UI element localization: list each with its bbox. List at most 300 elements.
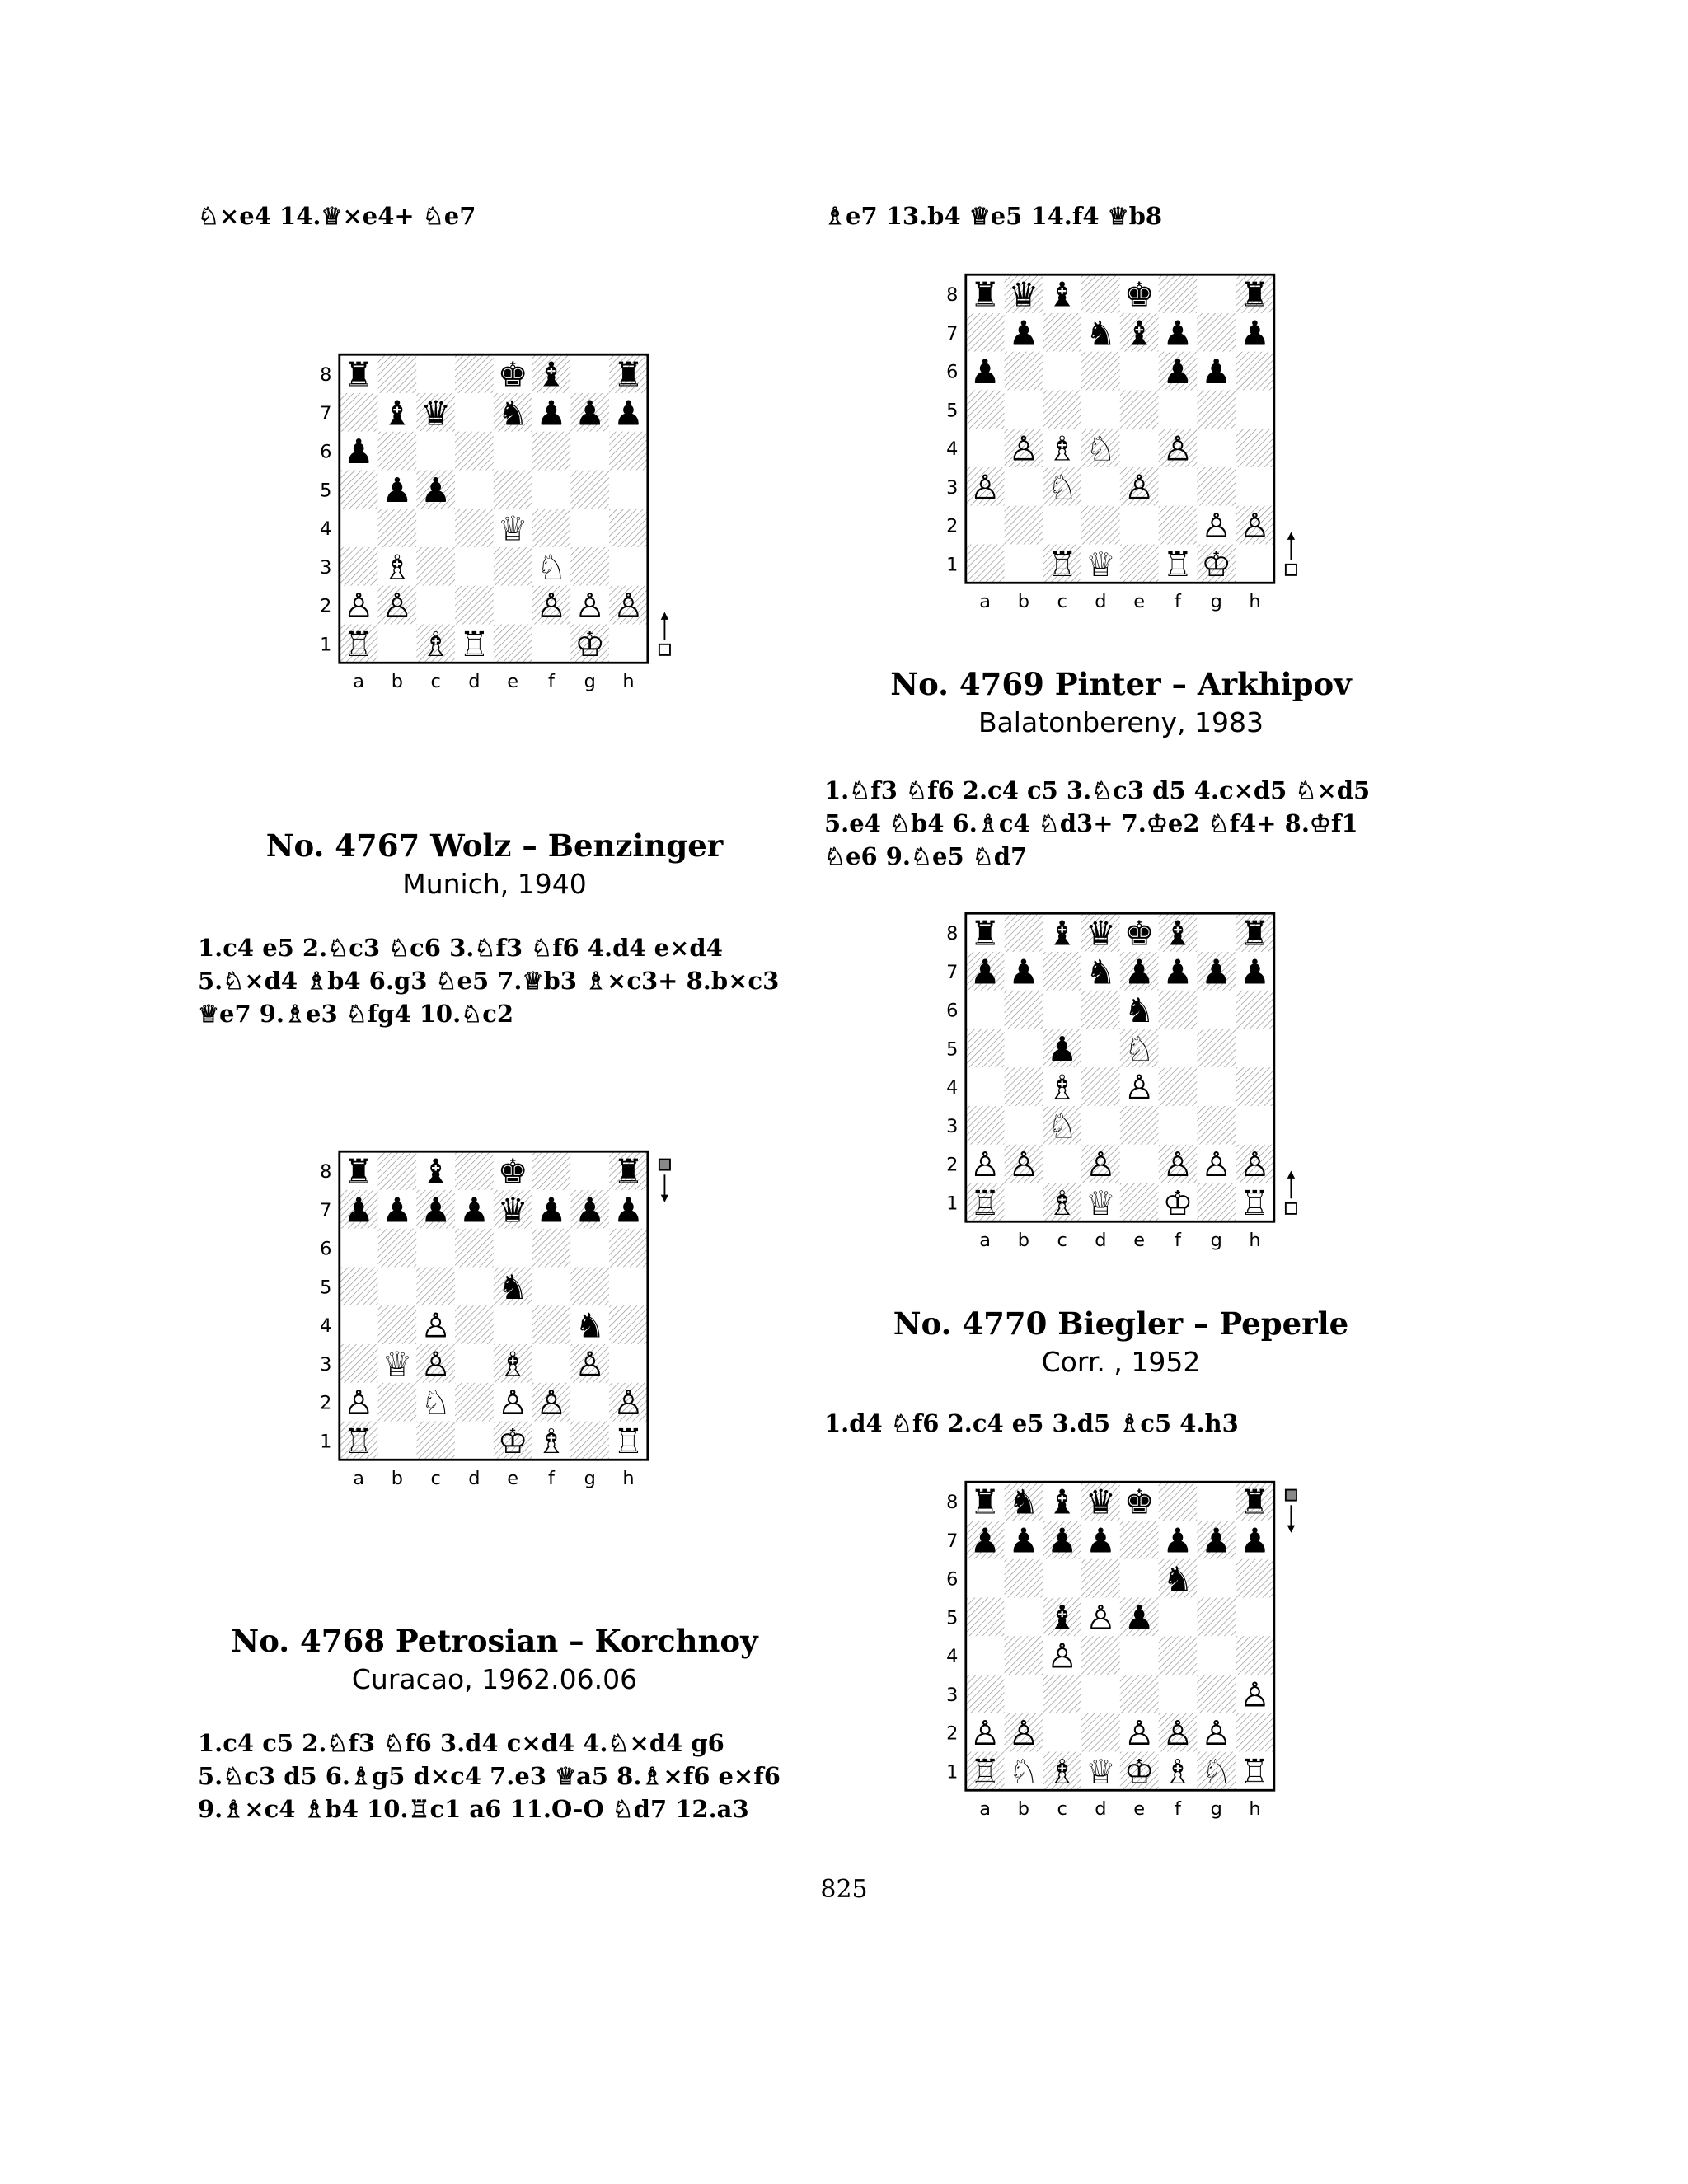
white-piece: ♙: [1008, 429, 1039, 469]
white-piece: ♙: [1162, 1713, 1193, 1754]
black-piece: ♝: [1047, 1597, 1078, 1638]
board-square: [416, 354, 455, 393]
white-piece: ♙: [969, 467, 1001, 508]
file-label: g: [584, 1468, 596, 1490]
board-square: [1043, 390, 1081, 429]
black-piece: ♞: [1085, 952, 1116, 992]
file-label: f: [1174, 591, 1181, 613]
rank-label: 7: [946, 961, 959, 983]
file-label: h: [1249, 591, 1261, 613]
white-piece: ♙: [1047, 1636, 1078, 1676]
game-place: Curacao, 1962.06.06: [351, 1663, 638, 1695]
white-piece: ♔: [1123, 1751, 1155, 1792]
black-piece: ♝: [1123, 313, 1155, 354]
black-piece: ♚: [497, 1151, 528, 1192]
black-piece: ♚: [497, 354, 528, 395]
file-label: f: [547, 1468, 555, 1490]
board-square: [532, 625, 571, 663]
board-square: [1043, 1559, 1081, 1598]
white-piece: ♙: [343, 586, 374, 626]
rank-label: 5: [946, 400, 959, 422]
game-moves-4767: 1.c4 e5 2.♘c3 ♘c6 3.♘f3 ♘f6 4.d4 e×d4 5.♘×d4 ♗b4 6.g3 ♘e5 7.♕b3 ♗×c3+ 8.b×c3 ♕e7 9.♗e3 ♘fg4 10.♘c2: [198, 934, 780, 1028]
board-square: [340, 1305, 378, 1344]
board-square: [1236, 467, 1274, 506]
white-piece: ♙: [1123, 1067, 1155, 1108]
board-square: [1197, 1029, 1236, 1067]
board-square: [1005, 1183, 1043, 1222]
board-square: [966, 1597, 1005, 1636]
white-piece: ♘: [1047, 1106, 1078, 1146]
rank-label: 3: [946, 1115, 959, 1137]
board-square: [532, 1229, 571, 1268]
board-square: [570, 547, 609, 586]
board-square: [1197, 913, 1236, 952]
file-label: h: [1249, 1798, 1261, 1821]
board-square: [1120, 390, 1159, 429]
rank-label: 2: [946, 1722, 959, 1745]
file-label: b: [391, 671, 404, 693]
white-piece: ♘: [1123, 1029, 1155, 1069]
black-piece: ♜: [613, 354, 644, 395]
board-square: [966, 429, 1005, 467]
board-square: [1197, 1482, 1236, 1521]
board-square: [455, 1151, 494, 1190]
black-piece: ♝: [1162, 913, 1193, 954]
white-piece: ♔: [497, 1421, 528, 1461]
rank-label: 8: [946, 1492, 959, 1514]
rank-label: 6: [320, 441, 332, 463]
rank-label: 1: [320, 1431, 332, 1453]
black-piece: ♞: [1162, 1559, 1193, 1600]
file-label: e: [507, 671, 519, 693]
board-square: [1005, 1636, 1043, 1675]
black-piece: ♛: [1008, 274, 1039, 315]
board-square: [340, 547, 378, 586]
rank-label: 7: [946, 322, 959, 344]
file-label: c: [1057, 591, 1067, 613]
rank-label: 2: [946, 1154, 959, 1176]
board-square: [1159, 506, 1198, 545]
board-square: [1005, 506, 1043, 545]
board-square: [494, 470, 532, 509]
board-square: [1005, 1675, 1043, 1713]
black-piece: ♜: [969, 1482, 1001, 1522]
file-label: g: [1210, 1230, 1222, 1252]
board-square: [609, 432, 648, 471]
board-square: [966, 991, 1005, 1029]
moves-top-right: ♗e7 13.b4 ♕e5 14.f4 ♕b8: [824, 202, 1163, 230]
board-square: [1197, 1675, 1236, 1713]
file-label: g: [1210, 591, 1222, 613]
board-square: [966, 545, 1005, 583]
black-piece: ♟: [1240, 313, 1270, 354]
white-piece: ♗: [1047, 1067, 1078, 1108]
rank-label: 3: [946, 1684, 959, 1706]
board-square: [1159, 1067, 1198, 1106]
black-piece: ♟: [1008, 1521, 1039, 1561]
game-title: No. 4770 Biegler – Peperle: [893, 1305, 1349, 1342]
black-piece: ♜: [343, 1151, 374, 1192]
board-square: [378, 432, 417, 471]
game-title: No. 4767 Wolz – Benzinger: [265, 827, 724, 864]
board-square: [1197, 274, 1236, 313]
rank-label: 6: [946, 1568, 959, 1591]
file-label: c: [1057, 1230, 1067, 1252]
board-square: [494, 547, 532, 586]
black-piece: ♟: [1123, 1597, 1155, 1638]
white-piece: ♙: [1123, 1713, 1155, 1754]
white-piece: ♙: [1201, 506, 1232, 546]
board-square: [570, 1151, 609, 1190]
white-piece: ♖: [343, 1421, 374, 1461]
file-label: g: [1210, 1798, 1222, 1821]
white-piece: ♖: [459, 624, 490, 664]
black-piece: ♟: [420, 470, 452, 510]
board-square: [1005, 913, 1043, 952]
board-square: [1081, 390, 1120, 429]
file-label: f: [1174, 1230, 1181, 1252]
board-square: [378, 1267, 417, 1305]
board-square: [1005, 991, 1043, 1029]
file-label: e: [1133, 1798, 1146, 1821]
board-square: [966, 1636, 1005, 1675]
black-piece: ♟: [969, 1521, 1001, 1561]
board-square: [1005, 1029, 1043, 1067]
board-square: [1120, 1636, 1159, 1675]
board-square: [1236, 390, 1274, 429]
page-number: 825: [820, 1875, 868, 1904]
board-square: [570, 1422, 609, 1460]
file-label: b: [1017, 1230, 1030, 1252]
white-piece: ♙: [420, 1344, 452, 1385]
white-piece: ♙: [613, 1383, 644, 1423]
white-piece: ♙: [382, 586, 413, 626]
board-square: [378, 1229, 417, 1268]
black-piece: ♛: [420, 393, 452, 434]
board-square: [1081, 991, 1120, 1029]
board-square: [1197, 313, 1236, 352]
board-square: [1043, 352, 1081, 391]
file-label: g: [584, 671, 596, 693]
board-square: [1159, 1636, 1198, 1675]
black-piece: ♟: [459, 1190, 490, 1230]
white-piece: ♖: [969, 1751, 1001, 1792]
white-piece: ♙: [1240, 1145, 1270, 1185]
white-piece: ♙: [1162, 429, 1193, 469]
file-label: d: [1095, 1230, 1107, 1252]
board-square: [455, 1422, 494, 1460]
white-piece: ♕: [497, 509, 528, 549]
white-piece: ♘: [1085, 429, 1116, 469]
board-square: [1005, 1067, 1043, 1106]
board-square: [455, 509, 494, 547]
black-piece: ♚: [1123, 274, 1155, 315]
board-square: [378, 1151, 417, 1190]
black-piece: ♞: [1123, 991, 1155, 1031]
board-square: [455, 586, 494, 625]
board-square: [966, 390, 1005, 429]
chess-board: [940, 1469, 1343, 1832]
file-label: a: [353, 1468, 365, 1490]
board-square: [494, 432, 532, 471]
board-square: [1043, 313, 1081, 352]
white-piece: ♙: [1240, 506, 1270, 546]
board-square: [570, 432, 609, 471]
file-label: e: [1133, 1230, 1146, 1252]
board-square: [1081, 1106, 1120, 1145]
board-square: [1197, 467, 1236, 506]
chess-board: [940, 901, 1343, 1263]
rank-label: 2: [946, 515, 959, 537]
black-piece: ♟: [1047, 1029, 1078, 1069]
board-square: [416, 1422, 455, 1460]
board-square: [455, 1229, 494, 1268]
board-square: [416, 586, 455, 625]
board-square: [1043, 952, 1081, 991]
rank-label: 1: [320, 634, 332, 656]
board-square: [378, 1305, 417, 1344]
black-piece: ♟: [1240, 952, 1270, 992]
board-square: [1236, 1067, 1274, 1106]
board-square: [1005, 1597, 1043, 1636]
file-label: c: [1057, 1798, 1067, 1821]
board-square: [455, 393, 494, 432]
black-piece: ♝: [420, 1151, 452, 1192]
white-piece: ♗: [497, 1344, 528, 1385]
board-square: [1005, 390, 1043, 429]
board-square: [1005, 467, 1043, 506]
white-piece: ♗: [1047, 429, 1078, 469]
game-place: Balatonbereny, 1983: [978, 706, 1264, 738]
board-square: [1120, 1521, 1159, 1559]
board-square: [1236, 545, 1274, 583]
white-piece: ♘: [1047, 467, 1078, 508]
black-to-move-icon: [659, 1160, 670, 1202]
board-square: [1081, 1029, 1120, 1067]
white-piece: ♗: [1047, 1751, 1078, 1792]
board-square: [1081, 1067, 1120, 1106]
white-piece: ♙: [969, 1145, 1001, 1185]
board-square: [1120, 429, 1159, 467]
black-piece: ♛: [497, 1190, 528, 1230]
white-piece: ♔: [1201, 544, 1232, 584]
board-square: [1120, 1675, 1159, 1713]
white-piece: ♙: [574, 1344, 606, 1385]
black-piece: ♟: [1162, 313, 1193, 354]
board-square: [1159, 1482, 1198, 1521]
rank-label: 4: [946, 1077, 959, 1099]
white-piece: ♗: [420, 624, 452, 664]
black-piece: ♟: [1201, 952, 1232, 992]
white-piece: ♙: [536, 1383, 567, 1423]
rank-label: 4: [946, 438, 959, 461]
black-piece: ♟: [613, 393, 644, 434]
file-label: h: [1249, 1230, 1261, 1252]
white-piece: ♙: [1240, 1675, 1270, 1715]
board-square: [378, 509, 417, 547]
board-square: [570, 354, 609, 393]
board-square: [1081, 274, 1120, 313]
board-square: [1043, 991, 1081, 1029]
black-piece: ♜: [969, 274, 1001, 315]
black-piece: ♟: [536, 393, 567, 434]
board-square: [609, 547, 648, 586]
black-piece: ♟: [1123, 952, 1155, 992]
board-square: [340, 1267, 378, 1305]
board-square: [455, 354, 494, 393]
file-label: f: [1174, 1798, 1181, 1821]
board-square: [455, 432, 494, 471]
file-label: b: [391, 1468, 404, 1490]
board-square: [494, 1229, 532, 1268]
board-square: [1081, 506, 1120, 545]
game-header-4769: [824, 665, 1418, 741]
game-moves-4770: 1.d4 ♘f6 2.c4 e5 3.d5 ♗c5 4.h3: [824, 1409, 1239, 1437]
black-piece: ♟: [969, 952, 1001, 992]
file-label: a: [979, 591, 992, 613]
board-square: [378, 1383, 417, 1422]
white-piece: ♙: [1008, 1713, 1039, 1754]
rank-label: 7: [320, 1199, 332, 1221]
white-piece: ♖: [969, 1183, 1001, 1223]
black-piece: ♛: [1085, 1482, 1116, 1522]
file-label: e: [1133, 591, 1146, 613]
rank-label: 7: [320, 402, 332, 424]
board-square: [1197, 1559, 1236, 1598]
file-label: d: [468, 1468, 481, 1490]
white-piece: ♔: [574, 624, 606, 664]
board-square: [340, 393, 378, 432]
board-square: [455, 1305, 494, 1344]
game-title: No. 4769 Pinter – Arkhipov: [890, 666, 1352, 702]
board-square: [1236, 1106, 1274, 1145]
board-square: [378, 1422, 417, 1460]
black-piece: ♜: [1240, 1482, 1270, 1522]
white-piece: ♙: [1201, 1145, 1232, 1185]
black-piece: ♜: [969, 913, 1001, 954]
board-square: [1159, 1029, 1198, 1067]
board-square: [1197, 1597, 1236, 1636]
board-square: [1043, 1675, 1081, 1713]
white-piece: ♖: [1047, 544, 1078, 584]
board-square: [340, 470, 378, 509]
board-square: [1236, 1029, 1274, 1067]
game-header-4770: [824, 1305, 1418, 1380]
board-square: [1043, 506, 1081, 545]
rank-label: 7: [946, 1530, 959, 1552]
board-svg: [940, 262, 1343, 625]
game-place: Munich, 1940: [402, 868, 587, 900]
board-square: [609, 470, 648, 509]
board-square: [1005, 1106, 1043, 1145]
board-square: [378, 354, 417, 393]
white-piece: ♘: [420, 1383, 452, 1423]
white-piece: ♖: [1162, 544, 1193, 584]
board-square: [532, 432, 571, 471]
board-square: [416, 547, 455, 586]
black-piece: ♟: [343, 432, 374, 472]
board-square: [1159, 1597, 1198, 1636]
board-square: [1043, 1145, 1081, 1183]
black-piece: ♜: [343, 354, 374, 395]
white-piece: ♕: [1085, 544, 1116, 584]
board-square: [609, 1305, 648, 1344]
rank-label: 4: [946, 1646, 959, 1668]
board-square: [416, 1267, 455, 1305]
white-piece: ♙: [1162, 1145, 1193, 1185]
board-svg: [940, 901, 1343, 1263]
board-square: [966, 1559, 1005, 1598]
rank-label: 6: [946, 1000, 959, 1022]
white-piece: ♙: [1008, 1145, 1039, 1185]
board-square: [416, 1229, 455, 1268]
black-piece: ♟: [1201, 1521, 1232, 1561]
board-square: [532, 1305, 571, 1344]
game-place: Corr. , 1952: [1041, 1346, 1201, 1378]
rank-label: 6: [320, 1238, 332, 1260]
board-square: [1043, 1713, 1081, 1752]
board-square: [1120, 545, 1159, 583]
board-square: [1159, 1106, 1198, 1145]
black-to-move-icon: [1286, 1490, 1296, 1533]
black-piece: ♟: [1162, 1521, 1193, 1561]
black-piece: ♟: [382, 1190, 413, 1230]
rank-label: 5: [320, 1277, 332, 1299]
rank-label: 3: [320, 1353, 332, 1376]
board-square: [609, 625, 648, 663]
file-label: d: [468, 671, 481, 693]
board-svg: [313, 1139, 717, 1502]
black-piece: ♞: [574, 1305, 606, 1346]
black-piece: ♟: [382, 470, 413, 510]
board-square: [609, 1267, 648, 1305]
board-square: [340, 509, 378, 547]
board-square: [1120, 1183, 1159, 1222]
board-square: [1236, 1636, 1274, 1675]
white-piece: ♔: [1162, 1183, 1193, 1223]
black-piece: ♞: [1008, 1482, 1039, 1522]
file-label: h: [622, 1468, 635, 1490]
white-piece: ♗: [536, 1421, 567, 1461]
board-square: [1081, 1636, 1120, 1675]
file-label: h: [622, 671, 635, 693]
board-square: [1159, 1675, 1198, 1713]
game-moves-4769: 1.♘f3 ♘f6 2.c4 c5 3.♘c3 d5 4.c×d5 ♘×d5 5.e4 ♘b4 6.♗c4 ♘d3+ 7.♔e2 ♘f4+ 8.♔f1 ♘e6 9.♘e5 ♘d7: [824, 776, 1371, 870]
white-piece: ♙: [969, 1713, 1001, 1754]
white-piece: ♙: [420, 1305, 452, 1346]
file-label: a: [979, 1798, 992, 1821]
board-square: [1197, 429, 1236, 467]
board-square: [1236, 1559, 1274, 1598]
board-square: [1236, 991, 1274, 1029]
board-square: [455, 1344, 494, 1383]
board-square: [1197, 1636, 1236, 1675]
black-piece: ♝: [382, 393, 413, 434]
board-square: [532, 1344, 571, 1383]
black-piece: ♟: [613, 1190, 644, 1230]
white-piece: ♙: [1201, 1713, 1232, 1754]
file-label: c: [430, 1468, 441, 1490]
white-piece: ♗: [382, 547, 413, 588]
black-piece: ♝: [1047, 1482, 1078, 1522]
white-piece: ♖: [613, 1421, 644, 1461]
board-square: [1081, 467, 1120, 506]
board-square: [1120, 1145, 1159, 1183]
board-square: [1159, 467, 1198, 506]
rank-label: 1: [946, 554, 959, 576]
board-square: [1120, 506, 1159, 545]
file-label: c: [430, 671, 441, 693]
